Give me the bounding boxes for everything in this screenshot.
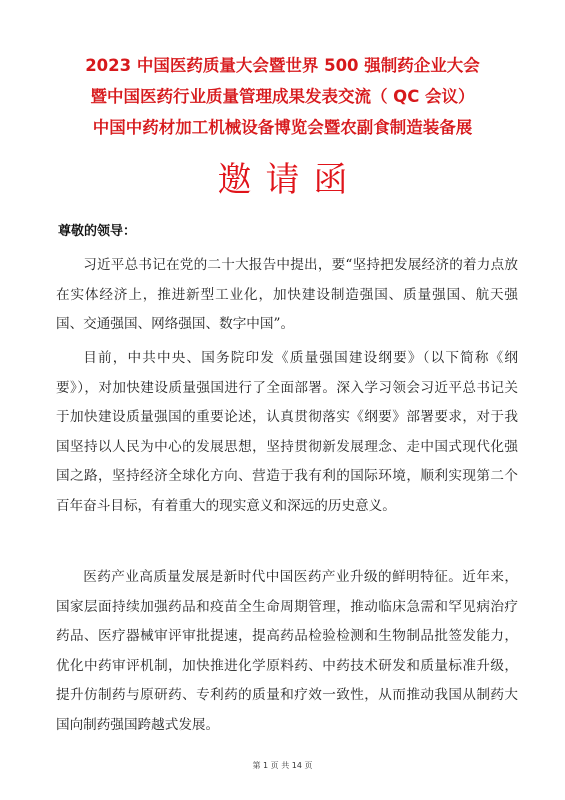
conference-title-line-2: 暨中国医药行业质量管理成果发表交流（ QC 会议）: [90, 87, 475, 106]
body-paragraph-3: 医药产业高质量发展是新时代中国医药产业升级的鲜明特征。近年来，国家层面持续加强药品和疫苗全生命周期管理，推动临床急需和罕见病治疗药品、医疗器械审评审批提速，提高药品检验检测和生物制品批签发能力，优化中药审评机制，加快推进化学原料药、中药技术研发和质量标准升级，提升仿制药与原研药、专利药的质量和疗效一致性，从而推动我国从制药大国向制药强国跨越式发展。: [56, 569, 518, 733]
body-paragraph-1: 习近平总书记在党的二十大报告中提出，要“坚持把发展经济的着力点放在实体经济上，推进新型工业化，加快建设制造强国、质量强国、航天强国、交通强国、网络强国、数字中国”。: [56, 257, 518, 333]
document-title: 邀请函: [217, 160, 362, 200]
conference-title-line-1: 2023 中国医药质量大会暨世界 500 强制药企业大会: [85, 56, 480, 75]
salutation: 尊敬的领导：: [58, 224, 137, 239]
page-number: 第 1 页 共 14 页: [252, 761, 313, 770]
body-paragraph-2: 目前，中共中央、国务院印发《质量强国建设纲要》（以下简称《纲要》），对加快建设质量强国进行了全面部署。深入学习领会习近平总书记关于加快建设质量强国的重要论述，认真贯彻落实《纲要》部署要求，对于我国坚持以人民为中心的发展思想，坚持贯彻新发展理念、走中国式现代化强国之路，坚持经济全球化方向、营造于我有利的国际环境，顺利实现第二个百年奋斗目标，有着重大的现实意义和深远的历史意义。: [56, 350, 518, 514]
conference-title-line-3: 中国中药材加工机械设备博览会暨农副食制造装备展: [92, 118, 473, 137]
